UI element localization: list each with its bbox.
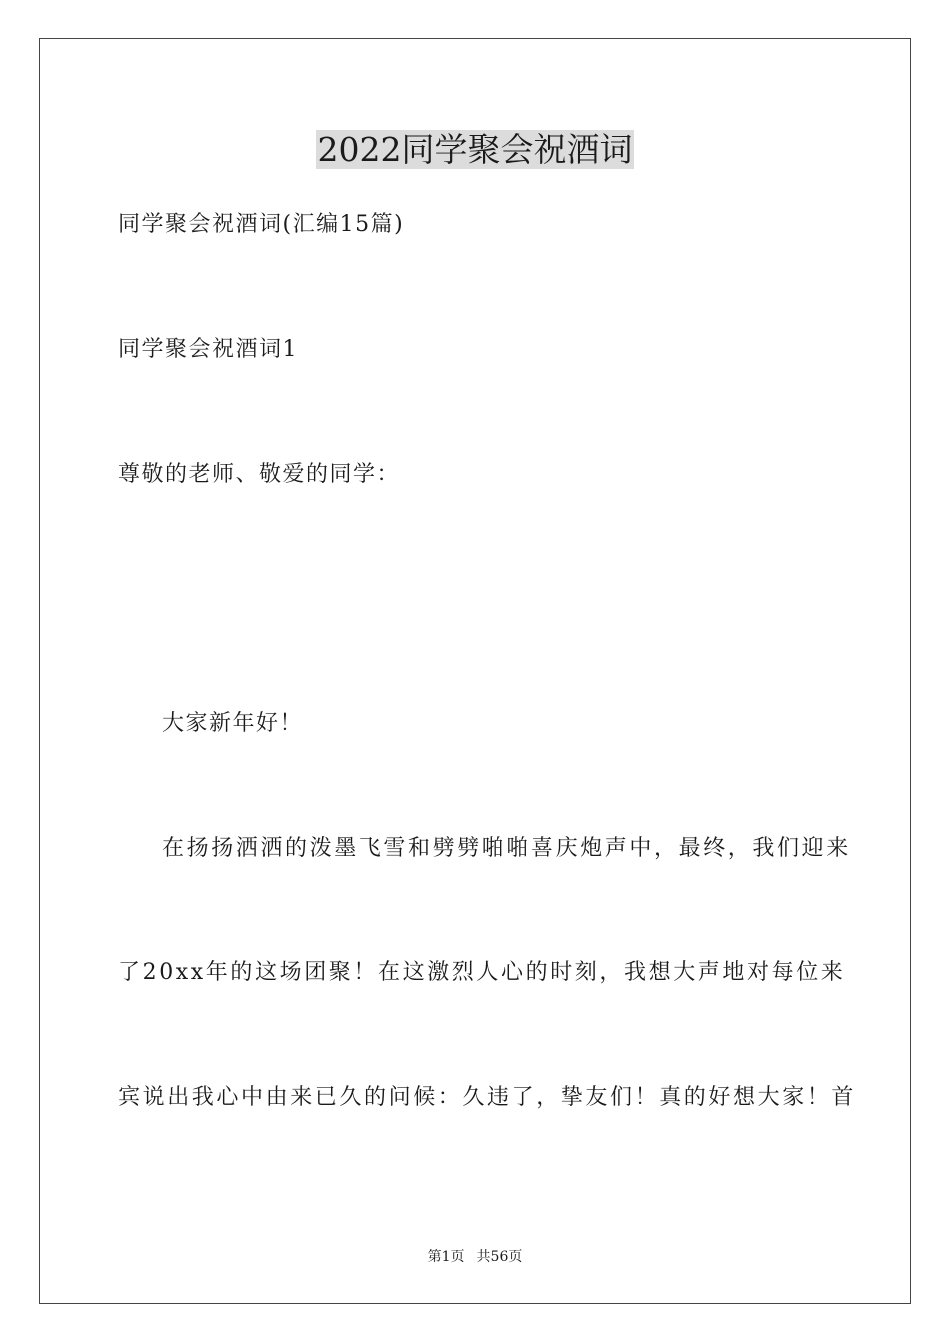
page-footer [0,1248,950,1266]
paragraph-line: 在扬扬洒洒的泼墨飞雪和劈劈啪啪喜庆炮声中，最终，我们迎来 [162,836,851,861]
greeting: 大家新年好！ [162,711,304,736]
document-subtitle: 同学聚会祝酒词(汇编15篇) [118,212,405,237]
paragraph-line: 宾说出我心中由来已久的问候：久违了，挚友们！真的好想大家！首 [118,1085,857,1110]
page-number: 第1页 [427,1249,465,1265]
section-heading: 同学聚会祝酒词1 [118,337,298,362]
salutation: 尊敬的老师、敬爱的同学： [118,462,401,487]
document-title: 2022同学聚会祝酒词 [317,130,633,169]
paragraph-line: 了20xx年的这场团聚！在这激烈人心的时刻，我想大声地对每位来 [118,960,846,985]
page-total: 共56页 [476,1249,523,1265]
